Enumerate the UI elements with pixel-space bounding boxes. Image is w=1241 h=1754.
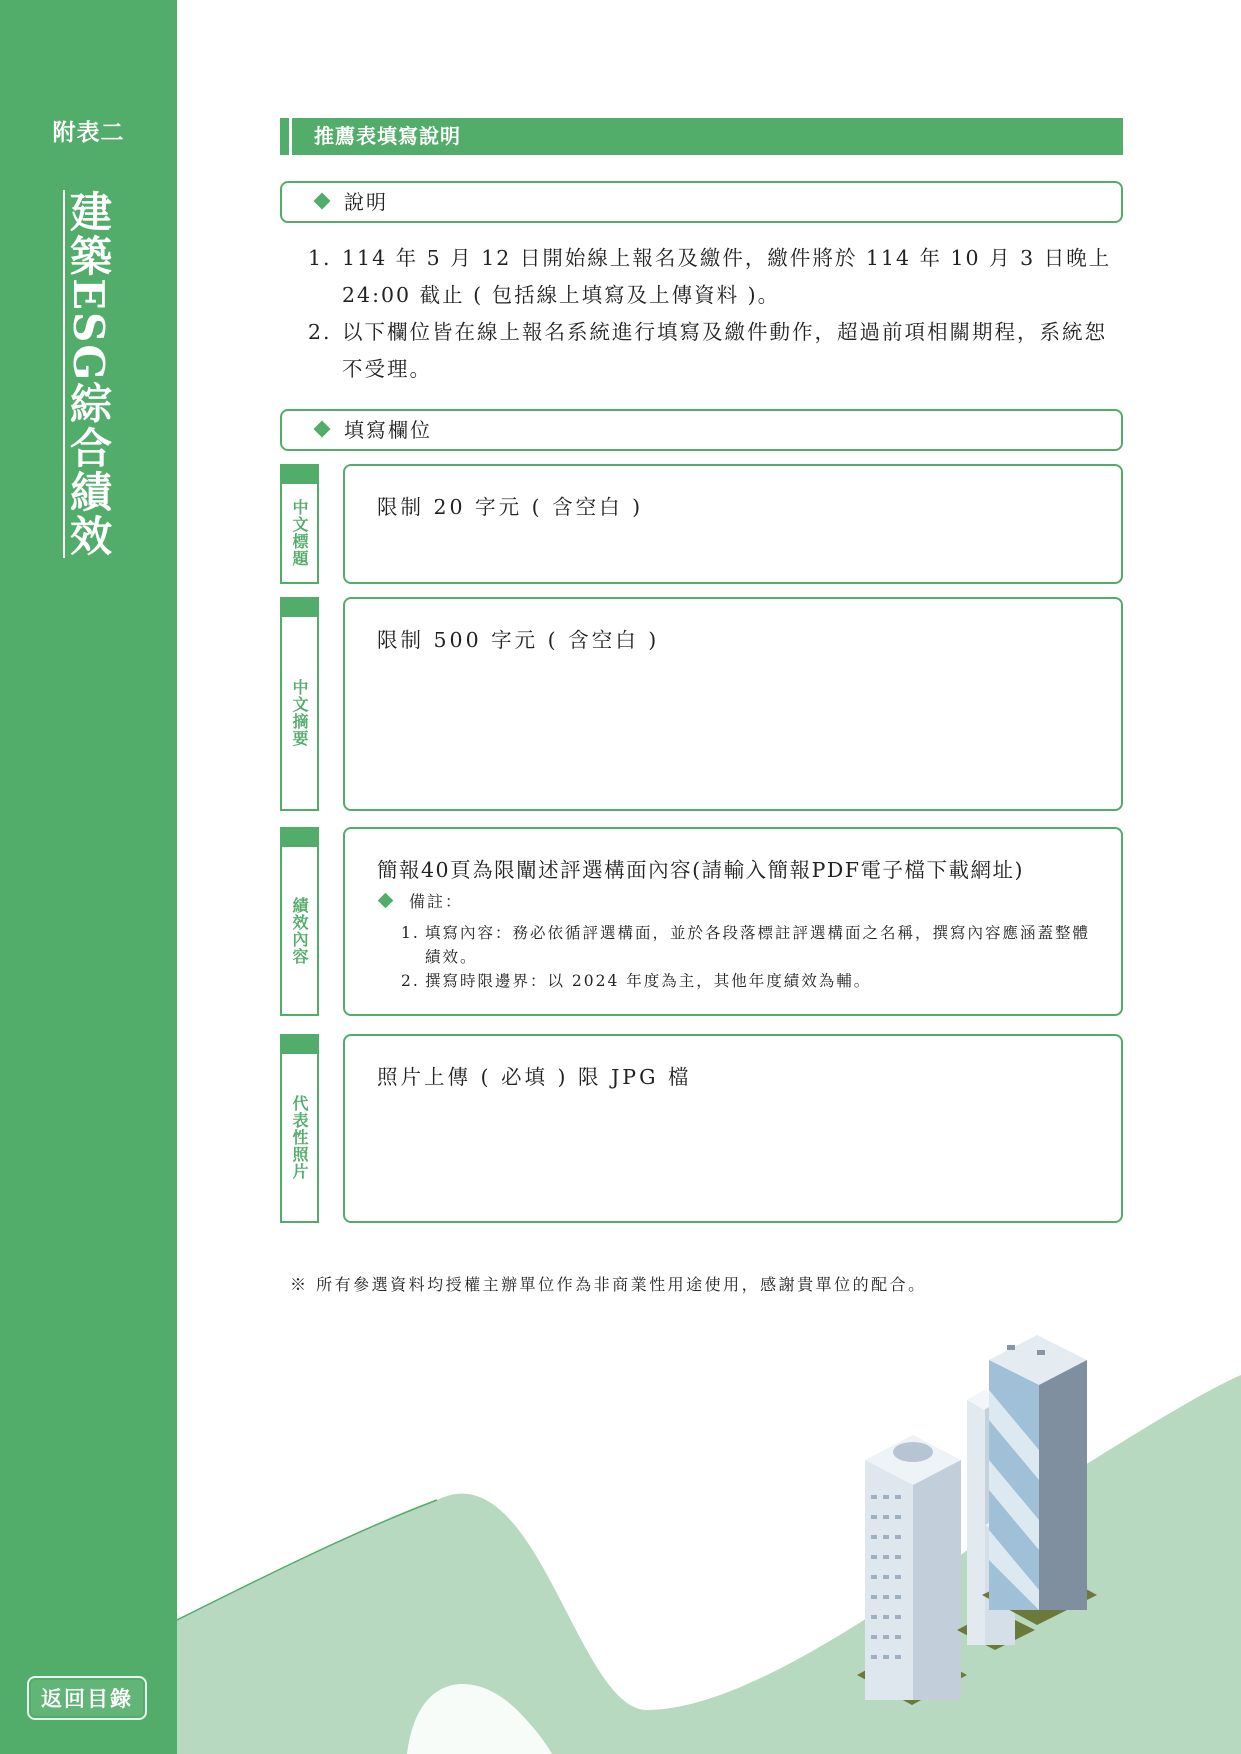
header-bar bbox=[280, 118, 1123, 155]
instruction-item bbox=[308, 240, 1128, 314]
building-glass-tower bbox=[982, 1335, 1097, 1625]
back-to-contents-button[interactable]: 返回目錄 bbox=[27, 1676, 147, 1720]
instruction-text: 114 年 5 月 12 日開始線上報名及繳件，繳件將於 114 年 10 月 3 日晚上 24:00 截止 ( 包括線上填寫及上傳資料 )。 bbox=[342, 246, 1112, 307]
performance-content-field[interactable] bbox=[343, 827, 1123, 1016]
field-tab-representative-photo bbox=[280, 1034, 319, 1223]
photo-upload-field[interactable] bbox=[343, 1034, 1123, 1223]
section-description-label: 說明 bbox=[344, 190, 388, 214]
field-tab-label: 中文摘要 bbox=[290, 679, 309, 747]
sidebar bbox=[0, 0, 177, 1754]
note-item bbox=[401, 969, 1101, 993]
note-text: 撰寫時限邊界：以 2024 年度為主，其他年度績效為輔。 bbox=[425, 972, 872, 990]
section-fields-header bbox=[280, 409, 1123, 451]
field-hint: 限制 500 字元 ( 含空白 ) bbox=[377, 628, 660, 652]
instruction-number: 1. bbox=[308, 246, 332, 270]
page-title: 推薦表填寫說明 bbox=[314, 124, 461, 148]
chinese-title-field[interactable] bbox=[343, 464, 1123, 584]
field-tab-performance-content bbox=[280, 827, 319, 1016]
note-title-text: 備註： bbox=[409, 892, 464, 911]
field-hint: 簡報40頁為限闡述評選構面內容(請輸入簡報PDF電子檔下載網址) bbox=[377, 858, 1025, 882]
field-tab-label: 績效內容 bbox=[290, 896, 309, 965]
note-list bbox=[401, 921, 1101, 993]
field-hint: 照片上傳 ( 必填 ) 限 JPG 檔 bbox=[377, 1065, 692, 1089]
diamond-bullet-icon bbox=[314, 421, 331, 438]
note-number: 2. bbox=[401, 972, 420, 990]
appendix-label: 附表二 bbox=[52, 119, 125, 146]
section-fields-label: 填寫欄位 bbox=[344, 418, 432, 442]
field-tab-chinese-abstract bbox=[280, 597, 319, 811]
footer-note: ※ 所有參選資料均授權主辦單位作為非商業性用途使用，感謝貴單位的配合。 bbox=[290, 1275, 927, 1294]
instruction-item bbox=[308, 314, 1128, 388]
diamond-bullet-icon bbox=[378, 893, 394, 909]
note-item bbox=[401, 921, 1101, 969]
instruction-text: 以下欄位皆在線上報名系統進行填寫及繳件動作，超過前項相關期程，系統恕不受理。 bbox=[342, 320, 1107, 381]
field-tab-chinese-title bbox=[280, 464, 319, 584]
chinese-abstract-field[interactable] bbox=[343, 597, 1123, 811]
building-illustration bbox=[177, 1150, 1241, 1754]
note-text: 填寫內容：務必依循評選構面，並於各段落標註評選構面之名稱，撰寫內容應涵蓋整體績效。 bbox=[425, 924, 1091, 966]
section-description-header bbox=[280, 181, 1123, 223]
building-front bbox=[857, 1435, 967, 1705]
field-hint: 限制 20 字元 ( 含空白 ) bbox=[377, 495, 644, 519]
instruction-number: 2. bbox=[308, 320, 332, 344]
field-tab-label: 代表性照片 bbox=[290, 1095, 309, 1180]
diamond-bullet-icon bbox=[314, 193, 331, 210]
field-tab-label: 中文標題 bbox=[290, 499, 309, 567]
instructions-list bbox=[308, 240, 1128, 388]
note-title bbox=[377, 889, 463, 912]
sidebar-title: 建築ESG綜合績效 bbox=[64, 190, 113, 559]
note-number: 1. bbox=[401, 924, 420, 942]
